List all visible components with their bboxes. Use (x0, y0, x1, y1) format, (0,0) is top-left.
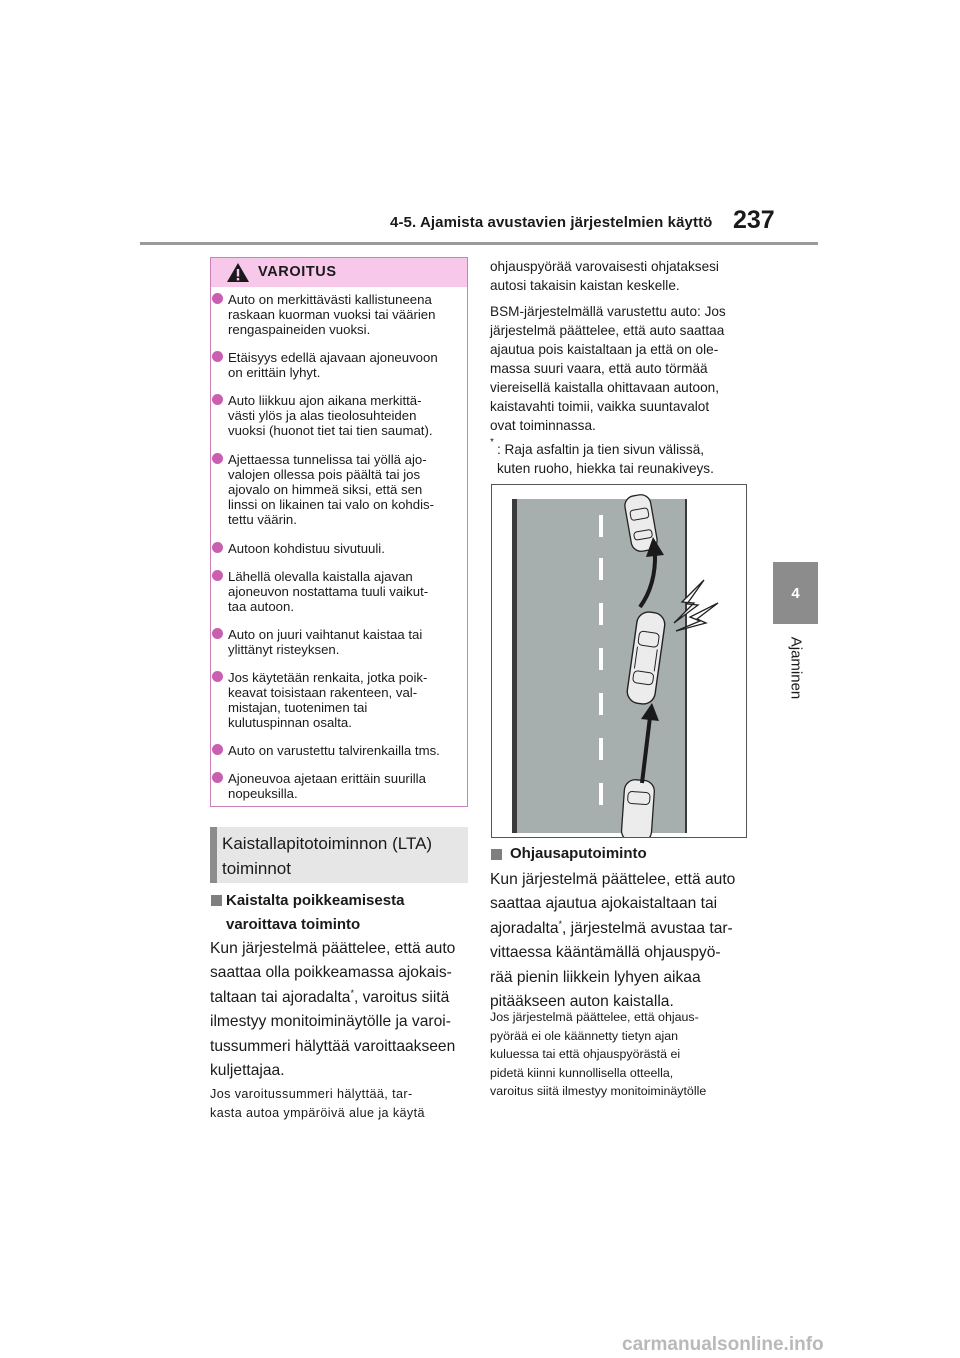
note-paragraph: Jos varoitussummeri hälyttää, tar- kasta autoa ympäröivä alue ja käytä (210, 1087, 425, 1120)
road-edge-right (685, 499, 687, 833)
header-rule (140, 242, 818, 245)
watermark[interactable]: carmanualsonline.info (622, 1334, 824, 1355)
warning-item: Auto on varustettu talvirenkailla tms. (212, 743, 458, 758)
bullet-dot-icon (212, 293, 223, 304)
bsm-paragraph: BSM-järjestelmällä varustettu auto: Jos järjestelmä päättelee, että auto saattaa ajautua pois kaistaltaan ja että on ole- massa suuri vaara, että auto törmää viereisellä kaistalla ohittavaan autoon, kaistavahti toimii, vaikka suuntavalot ovat toiminnassa. (490, 304, 726, 433)
warning-item: Ajoneuvoa ajetaan erittäin suurilla nopeuksilla. (212, 771, 458, 801)
bullet-dot-icon (212, 570, 223, 581)
warning-item: Lähellä olevalla kaistalla ajavan ajoneuvon nostattama tuuli vaikut- taa autoon. (212, 569, 458, 614)
road-illustration (492, 485, 746, 837)
body-paragraph: Kun järjestelmä päättelee, että auto saattaa ajautua ajokaistaltaan tai ajoradalta*, järjestelmä avustaa tar- vittaessa kääntämällä ohjauspyö- rää pienin liikkein lyhyen aikaa pitääkseen auton kaistalla. (490, 871, 736, 1011)
subsection-title: Kaistalta poikkeamisesta varoittava toiminto (226, 892, 405, 933)
chapter-label (781, 628, 811, 708)
chapter-label-text: Ajaminen (787, 636, 805, 700)
section-heading: Kaistallapitotoiminnon (LTA) toiminnot (222, 834, 433, 878)
chapter-tab[interactable] (773, 562, 818, 624)
warning-triangle-icon (226, 262, 250, 283)
note-paragraph: Jos järjestelmä päättelee, että ohjaus- pyörää ei ole käännetty tietyn ajan kuluessa tai että ohjauspyörästä ei pidetä kiinni kunnollisella otteella, varoitus siitä ilmestyy monitoiminäytölle (490, 1010, 707, 1098)
footnote-marker: * (490, 437, 494, 448)
bullet-dot-icon (212, 351, 223, 362)
subsection-title: Ohjausaputoiminto (510, 845, 647, 862)
chapter-number: 4 (791, 584, 800, 602)
warning-item: Auto liikkuu ajon aikana merkittä- västi ylös ja alas tieolosuhteiden vuoksi (huonot tiet tai tien saumat). (212, 393, 458, 438)
warning-item: Autoon kohdistuu sivutuuli. (212, 541, 458, 556)
warning-title: VAROITUS (258, 264, 337, 280)
body-paragraph: ohjauspyörää varovaisesti ohjataksesi autosi takaisin kaistan keskelle. (490, 259, 719, 293)
warning-item: Jos käytetään renkaita, jotka poik- keavat toisistaan rakenteen, val- mistajan, tuotenimen tai kulutuspinnan osalta. (212, 670, 458, 730)
warning-item: Ajettaessa tunnelissa tai yöllä ajo- valojen ollessa pois päältä tai jos ajovalo on himmeä siksi, että sen linssi on likainen tai valo on kohdis- tettu väärin. (212, 452, 458, 527)
bullet-dot-icon (212, 671, 223, 682)
bullet-dot-icon (212, 772, 223, 783)
page-number: 237 (733, 206, 775, 234)
warning-item: Auto on merkittävästi kallistuneena raskaan kuorman vuoksi tai väärien rengaspaineiden vuoksi. (212, 292, 458, 337)
body-paragraph: Kun järjestelmä päättelee, että auto saattaa olla poikkeamassa ajokais- taltaan tai ajoradalta*, varoitus siitä ilmestyy monitoiminäytölle ja varoi- tussummeri hälyttää varoittaakseen kuljettajaa. (210, 940, 456, 1080)
bullet-dot-icon (212, 744, 223, 755)
bullet-dot-icon (212, 628, 223, 639)
warning-item: Auto on juuri vaihtanut kaistaa tai ylittänyt risteyksen. (212, 627, 458, 657)
bullet-dot-icon (212, 542, 223, 553)
road-edge-left (512, 499, 517, 833)
heading-accent-bar (210, 827, 217, 883)
section-header: 4-5. Ajamista avustavien järjestelmien käyttö (390, 214, 713, 231)
bullet-dot-icon (212, 394, 223, 405)
square-bullet-icon (211, 895, 222, 906)
footnote: : Raja asfaltin ja tien sivun välissä, kuten ruoho, hiekka tai reunakiveys. (497, 442, 714, 476)
lane-departure-diagram (491, 484, 747, 838)
bullet-dot-icon (212, 453, 223, 464)
warning-item: Etäisyys edellä ajavaan ajoneuvoon on erittäin lyhyt. (212, 350, 458, 380)
car-bottom-icon (621, 779, 655, 837)
square-bullet-icon (491, 849, 502, 860)
